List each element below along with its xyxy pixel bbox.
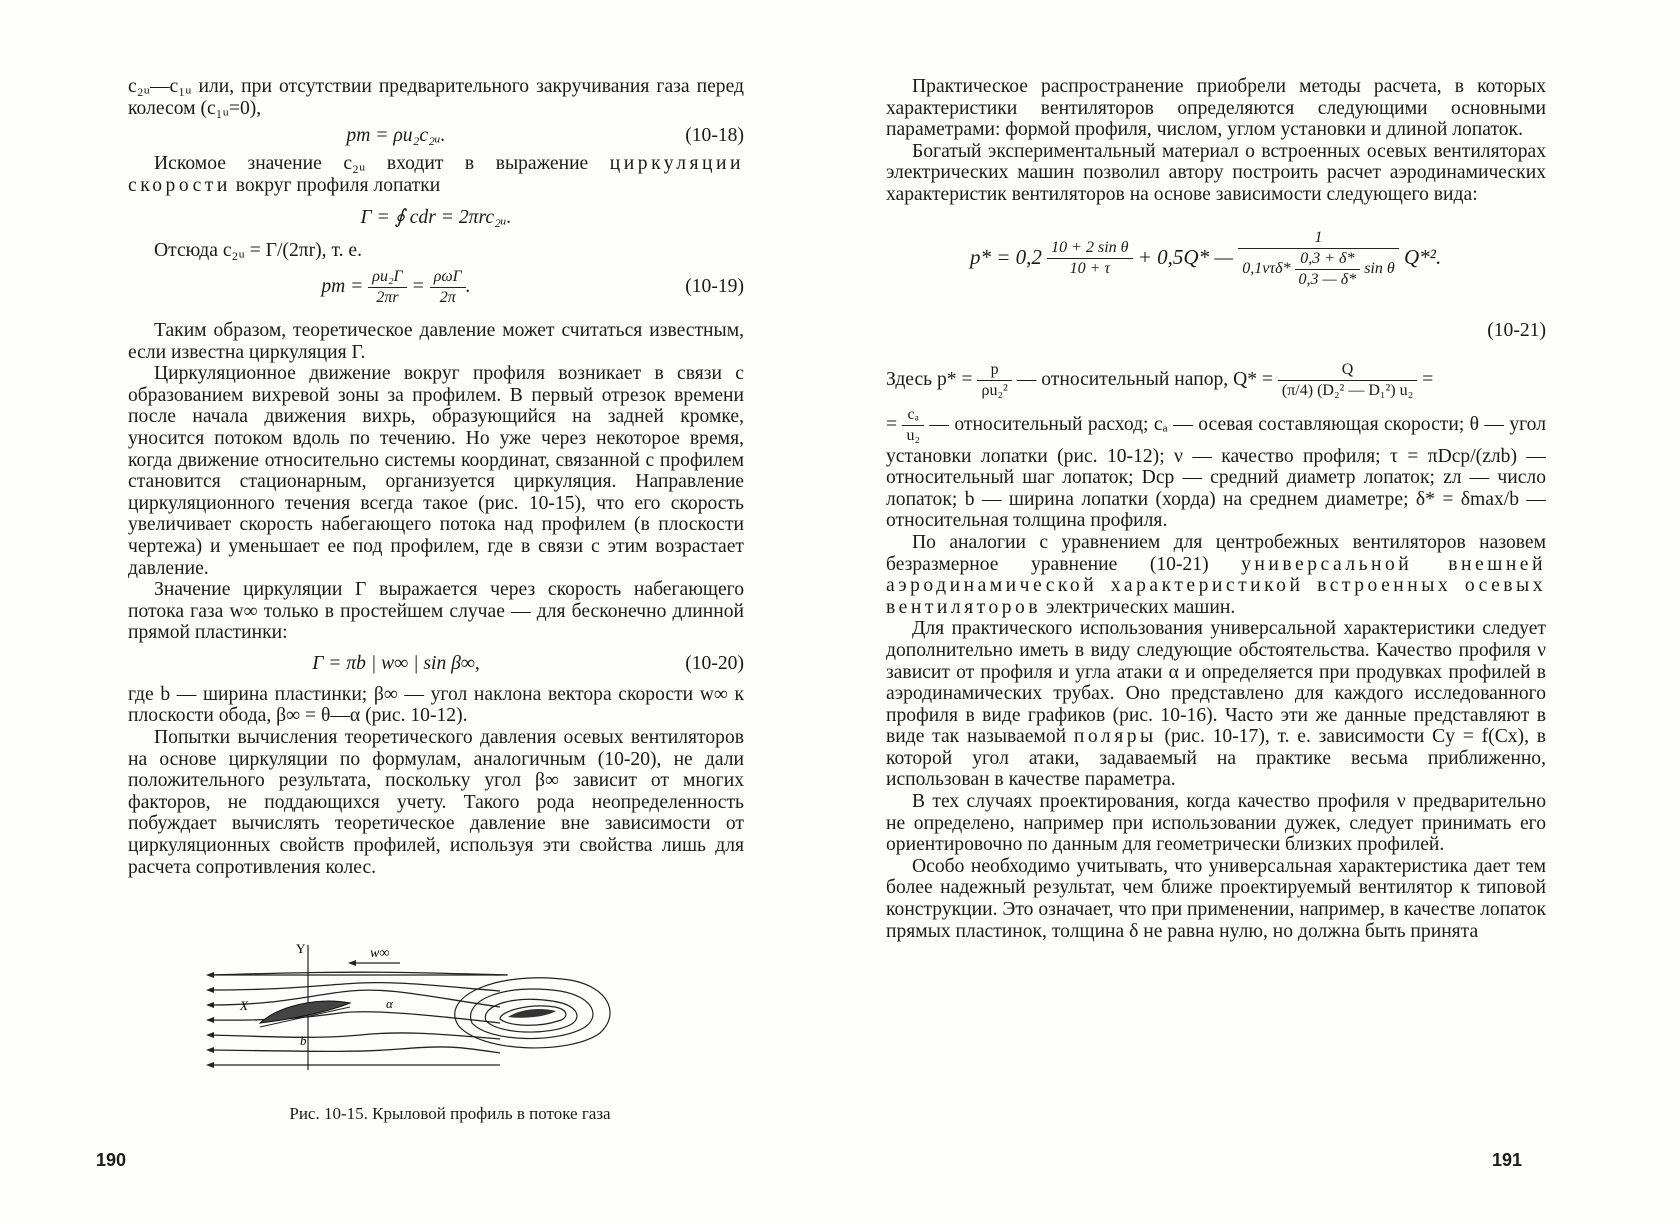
eq-10-19-f2-num: ρωΓ — [430, 267, 466, 288]
p3-fraction-1 — [977, 360, 1011, 401]
eq-10-21-lhs: p* = 0,2 — [970, 244, 1042, 269]
eq-10-21-fraction-2 — [1238, 228, 1398, 290]
left-paragraph-2 — [128, 153, 744, 196]
circulation-profile — [508, 1009, 556, 1018]
figure-label-x: X — [240, 998, 248, 1013]
eq-10-21-inner-den: 0,3 — δ* — [1298, 270, 1357, 288]
equation-10-18-body: pт = ρu₂c₂ᵤ. — [346, 125, 446, 147]
eq-10-21-f1-den: 10 + τ — [1069, 260, 1111, 278]
p4-f-den: u₂ — [906, 426, 921, 444]
eq-10-19-f2-den: 2π — [439, 288, 456, 306]
p4-f-num: cₐ — [902, 405, 924, 426]
streamlines — [210, 972, 507, 1065]
right-paragraph-3 — [886, 360, 1546, 401]
left-paragraph-3: Отсюда c₂ᵤ = Γ/(2πr), т. е. — [154, 240, 362, 262]
eq-10-21-inner-num: 0,3 + δ* — [1295, 249, 1361, 270]
figure-label-w: w∞ — [370, 946, 390, 961]
equation-gamma-body: Γ = ∮ cdr = 2πrc₂ᵤ. — [360, 207, 512, 229]
left-paragraph-4: Таким образом, теоретическое давление может считаться известным, если известна циркуляция Γ. — [128, 319, 744, 363]
equation-10-20 — [128, 644, 744, 684]
equation-10-18 — [128, 119, 744, 153]
figure-label-alpha: α — [386, 996, 393, 1011]
page-number-left: 190 — [96, 1150, 127, 1170]
equation-10-21-body — [970, 228, 1441, 290]
eq-10-19-f1-den: 2πr — [376, 288, 399, 306]
w-arrow-head — [348, 960, 356, 966]
eq-10-19-eq: = — [411, 275, 425, 297]
p3-f1-den: ρu₂² — [981, 381, 1008, 399]
right-paragraph-6 — [886, 618, 1546, 791]
right-paragraph-1: Практическое распространение приобрели методы расчета, в которых характеристики вентиляторов определяются следующими основными параметрами: формой профиля, числом, углом установки и длиной лопаток. — [886, 76, 1546, 141]
eq-10-21-tail: Q*². — [1403, 244, 1442, 269]
p3-c: = — [1422, 368, 1434, 390]
figure-label-y: Y — [296, 941, 306, 956]
equation-10-20-body: Γ = πb | w∞ | sin β∞, — [312, 652, 480, 674]
eq-10-21-f1-num: 10 + 2 sin θ — [1047, 238, 1132, 259]
left-paragraph-2-spaced: циркуляции скорости — [128, 153, 744, 196]
right-page — [840, 0, 1680, 1224]
left-text-column — [128, 76, 744, 878]
equation-10-19-number: (10-19) — [685, 275, 744, 297]
p4-fraction — [902, 405, 924, 446]
left-paragraph-6: Значение циркуляции Γ выражается через скорость набегающего потока газа w∞ только в простейшем случае — для бесконечно длинной прямой пластинки: — [128, 579, 744, 644]
p4-a: = — [886, 413, 898, 435]
eq-10-21-f2-den — [1238, 249, 1398, 290]
eq-10-19-f1-num: ρu₂Γ — [368, 267, 406, 288]
p6-b: (рис. 10-17), т. е. зависимости Cy = f(Cx), в которой угол атаки, задаваемый на практике весьма приближенно, использован в качестве параметра. — [886, 726, 1546, 791]
p4-b: — относительный расход; cₐ — осевая составляющая скорости; θ — угол установки лопатки (рис. 10-12); ν — качество профиля; τ = πDср/(zлb) — относительный шаг лопаток; Dср — средний диаметр лопаток; zл — число лопаток; b — ширина лопатки (хорда) на среднем диаметре; δ* = δmax/b — относительная толщина профиля. — [886, 413, 1546, 532]
left-paragraph-2-a: Искомое значение c₂ᵤ входит в выражение — [154, 153, 610, 175]
equation-10-20-number: (10-20) — [685, 652, 744, 674]
eq-10-21-f2-den-pre: 0,1ντδ* — [1242, 259, 1291, 277]
p3-a: Здесь p* = — [886, 368, 973, 390]
right-paragraph-4 — [886, 405, 1546, 532]
p3-f1-num: p — [977, 360, 1011, 381]
equation-10-19 — [128, 262, 744, 312]
left-paragraph-2-b: вокруг профиля лопатки — [230, 174, 441, 196]
left-paragraph-7: где b — ширина пластинки; β∞ — угол наклона вектора скорости w∞ к плоскости обода, β∞ = θ—α (рис. 10-12). — [128, 683, 744, 727]
p6-spaced: поляры — [1073, 726, 1157, 748]
p3-f2-num: Q — [1278, 360, 1417, 381]
equation-10-19-body: pт = $\frac{\text{ρu₂Γ}}{2\pi r}$ = $\frac{\text{ρωΓ}}{2\pi}$ . — [321, 267, 471, 306]
eq-10-19-fraction-2 — [430, 267, 466, 308]
eq-10-21-inner-fraction — [1295, 249, 1361, 290]
right-paragraph-2: Богатый экспериментальный материал о встроенных осевых вентиляторах электрических машин позволил автору построить расчет аэродинамических характеристик вентиляторов на основе зависимости следующего вида: — [886, 140, 1546, 205]
p5-b: электрических машин. — [1041, 596, 1236, 618]
eq-10-19-fraction-1 — [368, 267, 406, 308]
p5-a: По аналогии с уравнением для центробежных вентиляторов назовем безразмерное уравнение (10-21) — [886, 531, 1546, 575]
airfoil-figure — [200, 935, 660, 1090]
p3-fraction-2 — [1278, 360, 1417, 401]
equation-10-21 — [886, 220, 1546, 310]
right-paragraph-7: В тех случаях проектирования, когда качество профиля ν предварительно не определено, например при использовании дужек, следует принимать его ориентировочно по данным для геометрически близких профилей. — [886, 791, 1546, 856]
right-paragraph-5 — [886, 532, 1546, 618]
streamline-arrows — [206, 972, 214, 1068]
equation-10-21-number: (10-21) — [1487, 319, 1546, 341]
p3-b: — относительный напор, Q* = — [1016, 368, 1273, 390]
eq-10-21-f2-num: 1 — [1238, 228, 1398, 249]
p6-a: Для практического использования универсальной характеристики следует дополнительно иметь в виду следующие обстоятельства. Качество профиля ν зависит от профиля и угла атаки α и определяется при продувках профилей в аэродинамических трубах. Оно представлено для каждого исследованного профиля в виде графиков (рис. 10-16). Часто эти же данные представляют в виде так называемой — [886, 618, 1546, 748]
left-paragraph-8: Попытки вычисления теоретического давления осевых вентиляторов на основе циркуляции по формулам, аналогичным (10-20), не дали положительного результата, поскольку угол β∞ зависит от многих факторов, не поддающихся учету. Такого рода неопределенность побуждает вычислять теоретическое давление вне зависимости от циркуляционных свойств профилей, используя эти свойства лишь для расчета сопротивления колес. — [128, 727, 744, 878]
right-text-column — [886, 76, 1546, 942]
figure-label-b: b — [300, 1033, 307, 1048]
left-paragraph-5: Циркуляционное движение вокруг профиля возникает в связи с образованием вихревой зоны за профилем. В первый отрезок времени после начала движения вихрь, образующийся на задней кромке, уносится потоком вдоль по течению. Но уже через некоторое время, когда движение относительно системы координат, связанной с профилем становится стационарным, организуется циркуляция. Направление циркуляционного течения всегда такое (рис. 10-15), что его скорость увеличивает скорость набегающего потока над профилем (в плоскости чертежа) и уменьшает ее под профилем, где в связи с этим возрастает давление. — [128, 363, 744, 579]
p5-spaced: универсальной внешней аэродинамической характеристикой встроенных осевых вентиляторов — [886, 553, 1546, 618]
p3-f2-den: (π/4) (D₂² — D₁²) u₂ — [1281, 381, 1414, 399]
equation-10-18-number: (10-18) — [685, 125, 744, 147]
page-number-right: 191 — [1492, 1150, 1523, 1170]
eq-10-21-f2-den-post: sin θ — [1364, 259, 1395, 277]
eq-10-21-fraction-1 — [1047, 238, 1132, 279]
figure-caption: Рис. 10-15. Крыловой профиль в потоке газа — [289, 1104, 611, 1123]
equation-gamma — [128, 196, 744, 240]
airfoil-profile — [260, 1001, 350, 1023]
eq-10-19-lhs: pт = — [321, 275, 364, 297]
right-paragraph-8: Особо необходимо учитывать, что универсальная характеристика дает тем более надежный результат, чем ближе проектируемый вентилятор к типовой конструкции. Это означает, что при применении, например, в качестве лопаток прямых пластинок, толщина δ не равна нулю, но должна быть принята — [886, 855, 1546, 942]
left-paragraph-1: c₂ᵤ—c₁ᵤ или, при отсутствии предварительного закручивания газа перед колесом (c₁ᵤ=0), — [128, 76, 744, 119]
eq-10-21-mid: + 0,5Q* — — [1137, 244, 1234, 269]
